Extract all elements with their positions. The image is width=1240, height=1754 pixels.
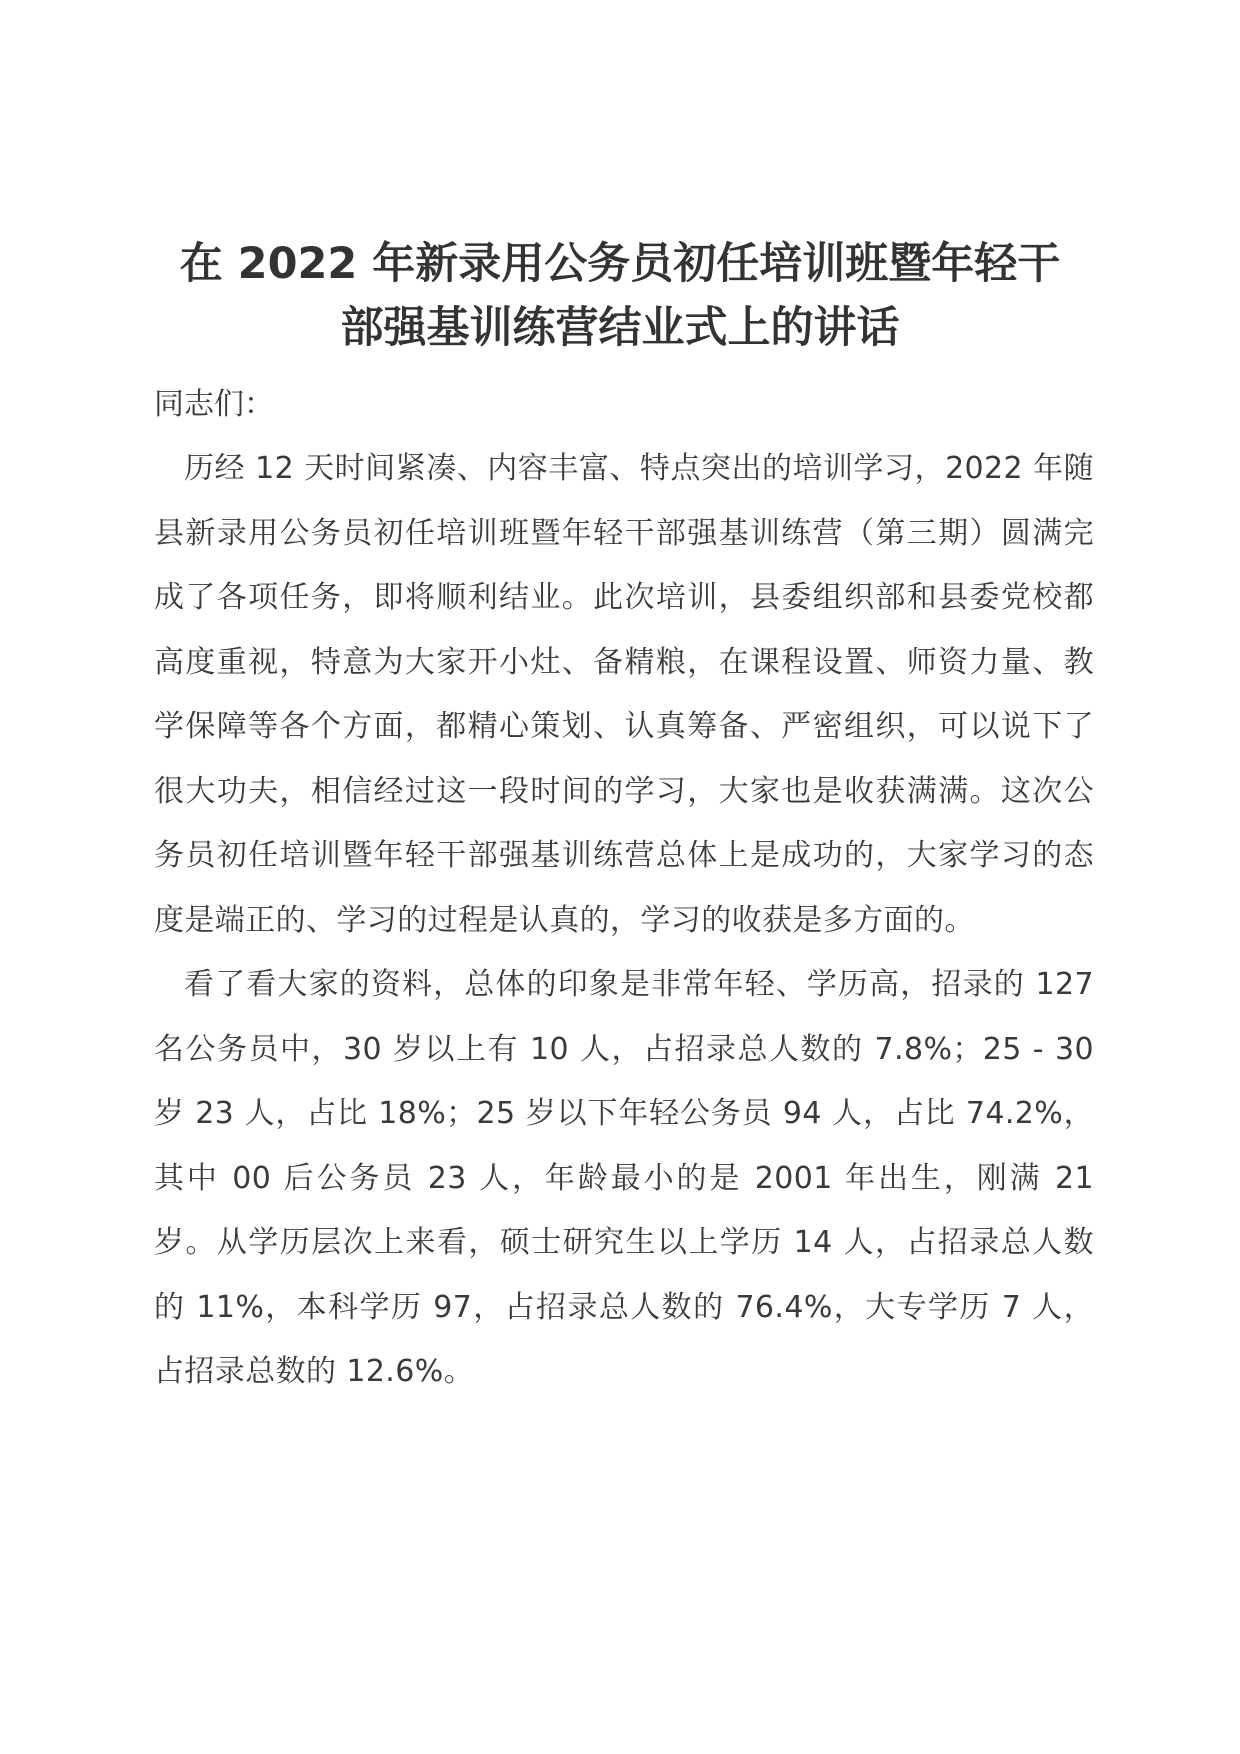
paragraph-1: 历经 12 天时间紧凑、内容丰富、特点突出的培训学习，2022 年随县新录用公务员初任培训班暨年轻干部强基训练营（第三期）圆满完成了各项任务，即将顺利结业。此次培训，县委组织部和县委党校都高度重视，特意为大家开小灶、备精粮，在课程设置、师资力量、教学保障等各个方面，都精心策划、认真筹备、严密组织，可以说下了很大功夫，相信经过这一段时间的学习，大家也是收获满满。这次公务员初任培训暨年轻干部强基训练营总体上是成功的，大家学习的态度是端正的、学习的过程是认真的，学习的收获是多方面的。 xyxy=(154,451,1094,938)
paragraph-2: 看了看大家的资料，总体的印象是非常年轻、学历高，招录的 127 名公务员中，30 岁以上有 10 人，占招录总人数的 7.8%；25 - 30 岁 23 人，占比 18%；25 岁以下年轻公务员 94 人，占比 74.2%，其中 00 后公务员 23 人，年龄最小的是 2001 年出生，刚满 21 岁。从学历层次上来看，硕士研究生以上学历 14 人，占招录总人数的 11%，本科学历 97，占招录总人数的 76.4%，大专学历 7 人，占招录总数的 12.6%。 xyxy=(154,967,1094,1389)
title-line-1: 在 2022 年新录用公务员初任培训班暨年轻干 xyxy=(179,239,1061,289)
title-line-2: 部强基训练营结业式上的讲话 xyxy=(340,303,900,353)
salutation: 同志们： xyxy=(154,387,274,422)
document-body xyxy=(154,373,1094,1405)
document-title xyxy=(150,232,1090,360)
